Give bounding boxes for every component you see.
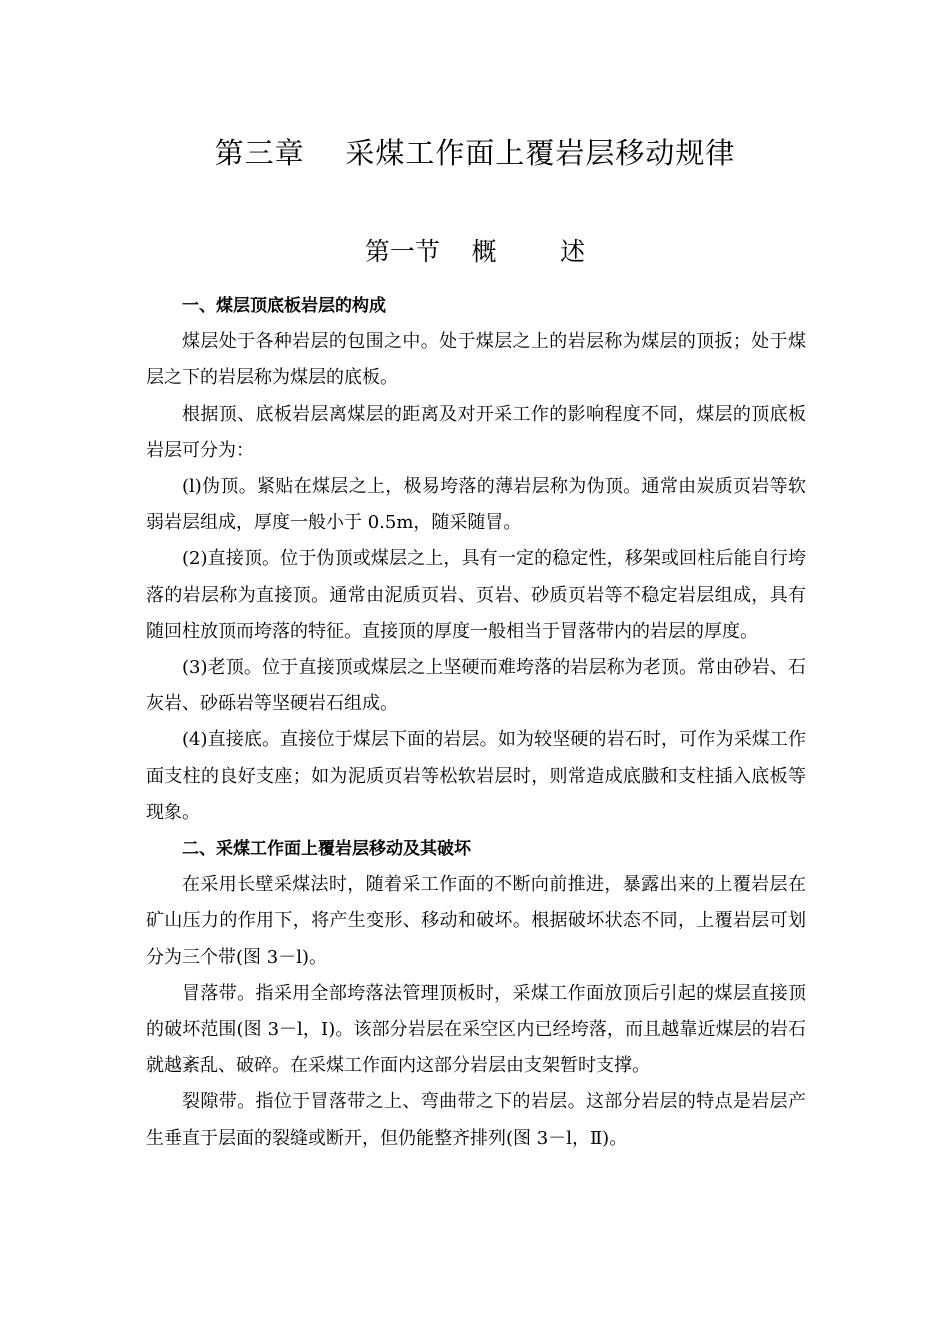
paragraph: 根据顶、底板岩层离煤层的距离及对开采工作的影响程度不同，煤层的顶底板岩层可分为： — [146, 403, 806, 461]
section-title: 第一节 概 述 — [364, 237, 586, 266]
paragraph: (2)直接顶。位于伪顶或煤层之上，具有一定的稳定性，移架或回柱后能自行垮落的岩层称为直接顶。通常由泥质页岩、页岩、砂质页岩等不稳定岩层组成，具有随回柱放顶而垮落的特征。直接顶的厚度一般相当于冒落带内的岩层的厚度。 — [146, 548, 806, 642]
document-body — [146, 288, 806, 1157]
paragraph: 冒落带。指采用全部垮落法管理顶板时，采煤工作面放顶后引起的煤层直接顶的破坏范围(图 3－l，Ⅰ)。该部分岩层在采空区内已经垮落，而且越靠近煤层的岩石就越紊乱、破碎。在采煤工作面内这部分岩层由支架暂时支撑。 — [146, 982, 806, 1077]
paragraph: (4)直接底。直接位于煤层下面的岩层。如为较坚硬的岩石时，可作为采煤工作面支柱的良好支座；如为泥质页岩等松软岩层时，则常造成底臌和支柱插入底板等现象。 — [146, 729, 806, 823]
paragraph: (3)老顶。位于直接顶或煤层之上坚硬而难垮落的岩层称为老顶。常由砂岩、石灰岩、砂砾岩等坚硬岩石组成。 — [146, 657, 806, 715]
heading-overburden-movement: 二、采煤工作面上覆岩层移动及其破坏 — [182, 839, 471, 860]
paragraph: (l)伪顶。紧贴在煤层之上，极易垮落的薄岩层称为伪顶。通常由炭质页岩等软弱岩层组成，厚度一般小于 0.5m，随采随冒。 — [146, 476, 806, 534]
paragraph: 煤层处于各种岩层的包围之中。处于煤层之上的岩层称为煤层的顶扳；处于煤层之下的岩层称为煤层的底板。 — [146, 331, 806, 389]
heading-roof-floor-composition: 一、煤层顶底板岩层的构成 — [182, 296, 386, 316]
paragraph: 在采用长壁采煤法时，随着采工作面的不断向前推进，暴露出来的上覆岩层在矿山压力的作用下，将产生变形、移动和破坏。根据破坏状态不同，上覆岩层可划分为三个带(图 3－l)。 — [146, 874, 806, 968]
paragraph: 裂隙带。指位于冒落带之上、弯曲带之下的岩层。这部分岩层的特点是岩层产生垂直于层面的裂缝或断开，但仍能整齐排列(图 3－l，Ⅱ)。 — [146, 1091, 806, 1149]
chapter-title: 第三章 采煤工作面上覆岩层移动规律 — [214, 136, 736, 170]
